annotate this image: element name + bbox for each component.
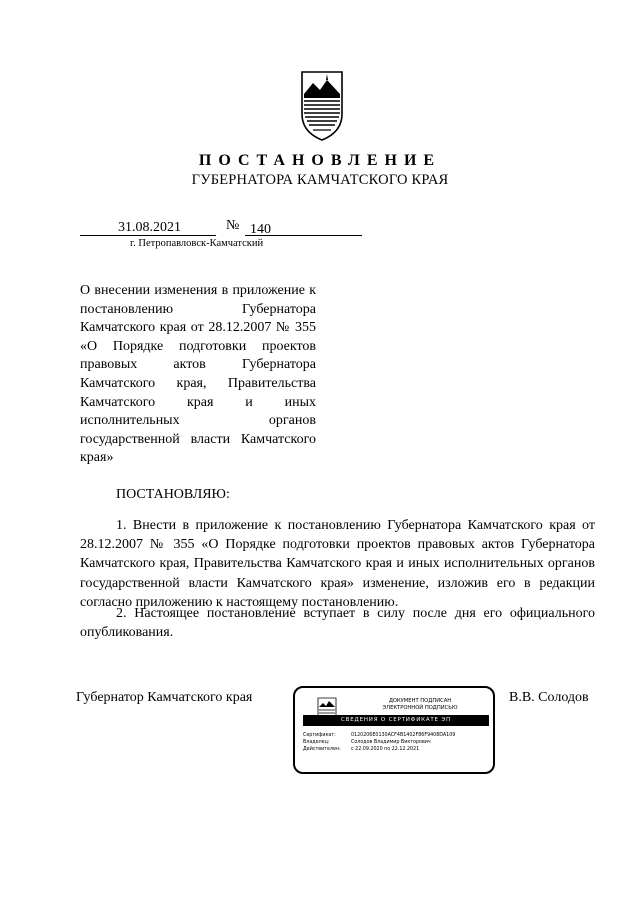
owner-value: Солодов Владимир Викторович (351, 740, 431, 745)
number-sign: № (226, 218, 240, 233)
paragraph-1: 1. Внести в приложение к постановлению Губернатора Камчатского края от 28.12.2007 № 355 «О Порядке подготовки проектов правовых актов Губернатора Камчатского края, Правительства Камчатского края и иных исполнительных органов государственной власти Камчатского края» изменение, изложив его в редакции согласно приложению к настоящему постановлению. (80, 518, 595, 610)
decree-heading: ПОСТАНОВЛЯЮ: (116, 487, 230, 502)
stamp-header-line-2: ЭЛЕКТРОННОЙ ПОДПИСЬЮ (382, 705, 458, 711)
document-subject: О внесении изменения в приложение к постановлению Губернатора Камчатского края от 28.12.2007 № 355 «О Порядке подготовки проектов правовых актов Губернатора Камчатского края, Правительства Камчатского края и иных исполнительных органов государственной власти Камчатского края» (80, 283, 316, 466)
document-date: 31.08.2021 (118, 220, 181, 235)
stamp-header-line-1: ДОКУМЕНТ ПОДПИСАН (388, 698, 452, 704)
owner-label: Владелец: (303, 740, 330, 745)
document-number: 140 (250, 222, 271, 237)
paragraph-2: 2. Настоящее постановление вступает в силу после дня его официального опубликования. (80, 606, 595, 641)
issue-city: г. Петропавловск-Камчатский (130, 238, 264, 249)
signatory-name: В.В. Солодов (509, 690, 589, 705)
issuer-heading: ГУБЕРНАТОРА КАМЧАТСКОГО КРАЯ (191, 172, 449, 188)
validity-label: Действителен: (303, 747, 341, 752)
stamp-row-owner (303, 740, 431, 746)
validity-value: с 22.09.2020 по 22.12.2021 (351, 747, 420, 752)
document-type-heading: ПОСТАНОВЛЕНИЕ (198, 152, 442, 169)
certificate-value: 0120206E0130ACF4B1402F86F9408DA109 (351, 733, 456, 738)
stamp-row-certificate (303, 733, 455, 739)
electronic-signature-stamp (293, 686, 495, 774)
certificate-label: Сертификат: (303, 733, 336, 738)
stamp-row-validity (303, 747, 419, 753)
signatory-title: Губернатор Камчатского края (76, 690, 253, 705)
stamp-header (350, 698, 490, 712)
stamp-certificate-band: СВЕДЕНИЯ О СЕРТИФИКАТЕ ЭП (303, 715, 489, 726)
coat-of-arms-emblem (300, 70, 344, 142)
